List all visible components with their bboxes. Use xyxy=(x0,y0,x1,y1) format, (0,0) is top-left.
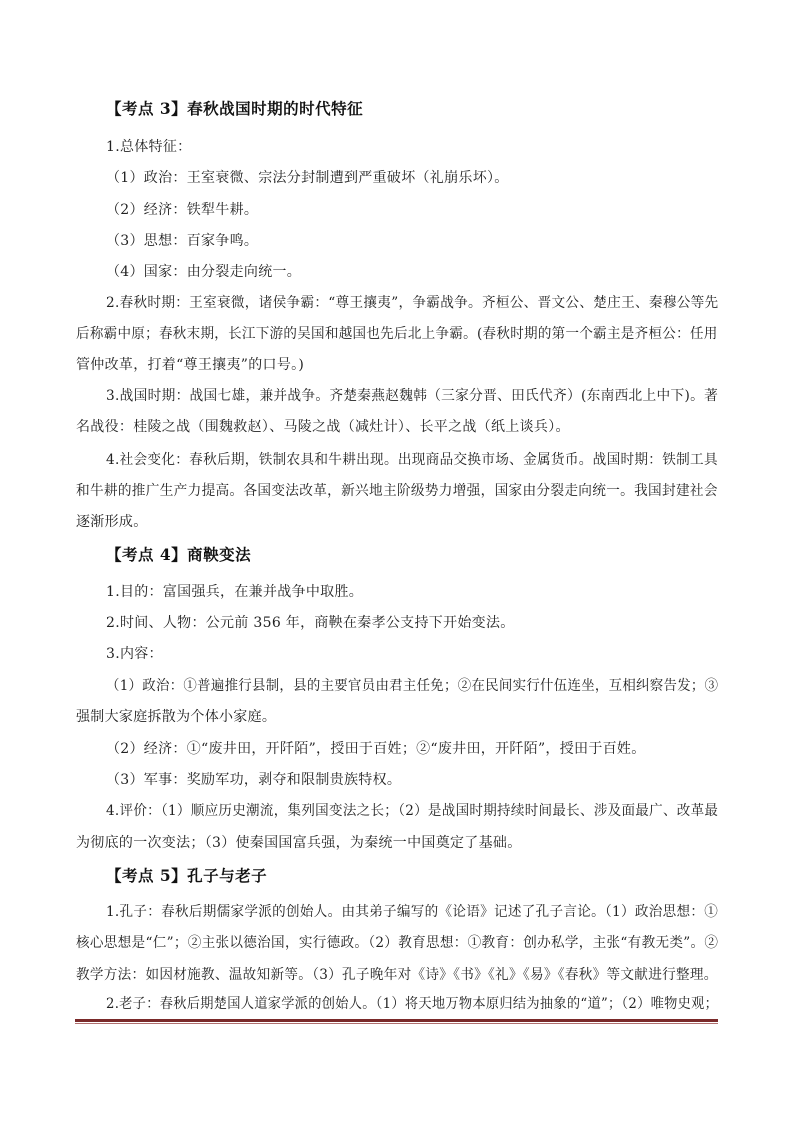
text-line: （3）军事：奖励军功，剥夺和限制贵族特权。 xyxy=(106,772,402,788)
text-line: 1.目的：富国强兵，在兼并战争中取胜。 xyxy=(106,584,364,600)
text-line: 强制大家庭拆散为个体小家庭。 xyxy=(76,709,277,725)
section-heading: 【考点 3】春秋战国时期的时代特征 xyxy=(106,99,364,118)
text-line: 2.时间、人物：公元前 356 年，商鞅在秦孝公支持下开始变法。 xyxy=(106,615,515,631)
text-line: 1.孔子：春秋后期儒家学派的创始人。由其弟子编写的《论语》记述了孔子言论。（1）政治思想：① xyxy=(106,904,719,920)
footer-rule-thin xyxy=(75,1023,718,1024)
text-line: （1）政治：①普遍推行县制，县的主要官员由君主任免；②在民间实行什伍连坐，互相纠察告发；③ xyxy=(106,678,719,694)
text-line: （2）经济：铁犁牛耕。 xyxy=(106,202,259,218)
text-line: 2.春秋时期：王室衰微，诸侯争霸：“尊王攘夷”，争霸战争。齐桓公、晋文公、楚庄王、秦穆公等先 xyxy=(106,295,719,311)
text-line: （3）思想：百家争鸣。 xyxy=(106,233,259,249)
text-line: 逐渐形成。 xyxy=(76,514,148,530)
text-line: 2.老子：春秋后期楚国人道家学派的创始人。（1）将天地万物本原归结为抽象的“道”；（2）唯物史观； xyxy=(106,996,719,1012)
footer-rule xyxy=(75,1019,718,1022)
text-line: （2）经济：①“废井田，开阡陌”，授田于百姓；②“废井田，开阡陌”，授田于百姓。 xyxy=(106,741,646,757)
text-line: （4）国家：由分裂走向统一。 xyxy=(106,264,302,280)
text-line: 教学方法：如因材施教、温故知新等。（3）孔子晚年对《诗》《书》《礼》《易》《春秋》等文献进行整理。 xyxy=(76,967,718,983)
text-line: 1.总体特征： xyxy=(106,139,192,155)
section-heading: 【考点 4】商鞅变法 xyxy=(106,545,252,564)
text-line: 4.社会变化：春秋后期，铁制农具和牛耕出现。出现商品交换市场、金属货币。战国时期：铁制工具 xyxy=(106,452,718,468)
text-line: 核心思想是“仁”；②主张以德治国，实行德政。（2）教育思想：①教育：创办私学，主张“有教无类”。② xyxy=(76,935,719,951)
text-line: 管仲改革，打着“尊王攘夷”的口号。) xyxy=(76,357,305,373)
text-line: 名战役：桂陵之战（围魏救赵）、马陵之战（减灶计）、长平之战（纸上谈兵）。 xyxy=(76,419,570,435)
text-line: 3.战国时期：战国七雄，兼并战争。齐楚秦燕赵魏韩（三家分晋、田氏代齐）(东南西北上中下)。著 xyxy=(106,388,719,404)
text-line: （1）政治：王室衰微、宗法分封制遭到严重破坏（礼崩乐坏）。 xyxy=(106,170,509,186)
text-line: 4.评价：（1）顺应历史潮流，集列国变法之长；（2）是战国时期持续时间最长、涉及面最广、改革最 xyxy=(106,803,719,819)
section-heading: 【考点 5】孔子与老子 xyxy=(106,866,268,885)
text-line: 后称霸中原；春秋末期，长江下游的吴国和越国也先后北上争霸。(春秋时期的第一个霸主是齐桓公：任用 xyxy=(76,326,718,342)
text-line: 为彻底的一次变法；（3）使秦国国富兵强，为秦统一中国奠定了基础。 xyxy=(76,835,522,851)
text-line: 3.内容： xyxy=(106,646,163,662)
text-line: 和牛耕的推广生产力提高。各国变法改革，新兴地主阶级势力增强，国家由分裂走向统一。我国封建社会 xyxy=(76,483,718,499)
